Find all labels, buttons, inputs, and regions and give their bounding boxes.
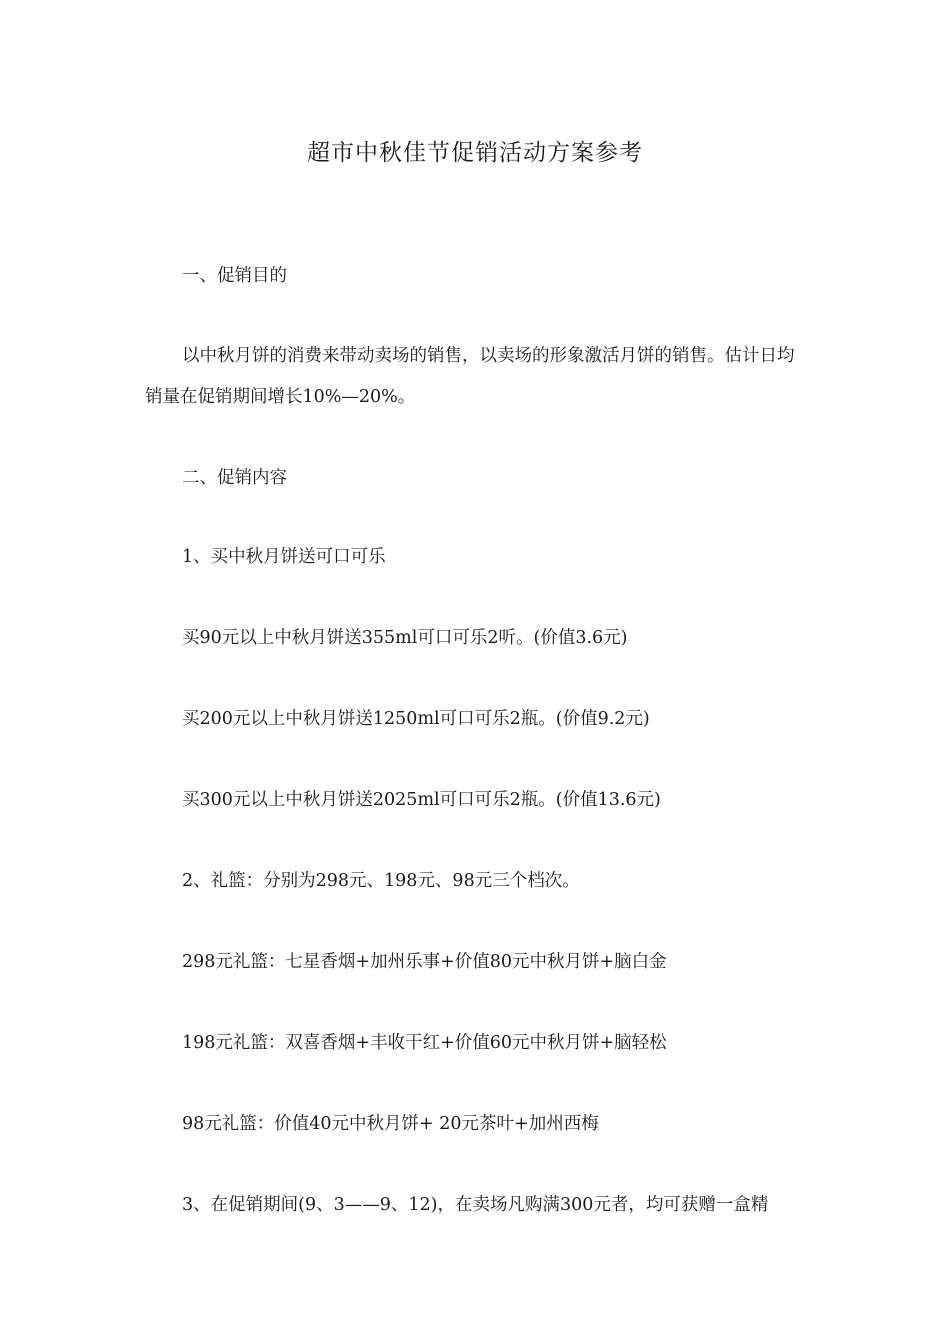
paragraph-basket-298: 298元礼篮：七星香烟+加州乐事+价值80元中秋月饼+脑白金 <box>182 952 667 972</box>
document-title: 超市中秋佳节促销活动方案参考 <box>307 140 643 166</box>
paragraph-promotion-purpose: 以中秋月饼的消费来带动卖场的销售，以卖场的形象激活月饼的销售。估计日均销量在促销期间增长10%—20%。 <box>145 346 795 407</box>
section-heading-promotion-purpose: 一、促销目的 <box>182 266 287 286</box>
paragraph-offer-300: 买300元以上中秋月饼送2025ml可口可乐2瓶。(价值13.6元) <box>182 790 661 810</box>
paragraph-item-1: 1、买中秋月饼送可口可乐 <box>182 547 386 567</box>
paragraph-item-3: 3、在促销期间(9、3——9、12)，在卖场凡购满300元者，均可获赠一盒精 <box>182 1195 769 1215</box>
paragraph-item-2: 2、礼篮：分别为298元、198元、98元三个档次。 <box>182 871 580 891</box>
paragraph-offer-200: 买200元以上中秋月饼送1250ml可口可乐2瓶。(价值9.2元) <box>182 709 650 729</box>
section-heading-promotion-content: 二、促销内容 <box>182 468 287 488</box>
paragraph-offer-90: 买90元以上中秋月饼送355ml可口可乐2听。(价值3.6元) <box>182 628 628 648</box>
paragraph-basket-98: 98元礼篮：价值40元中秋月饼+ 20元茶叶+加州西梅 <box>182 1114 599 1134</box>
paragraph-basket-198: 198元礼篮：双喜香烟+丰收干红+价值60元中秋月饼+脑轻松 <box>182 1033 667 1053</box>
